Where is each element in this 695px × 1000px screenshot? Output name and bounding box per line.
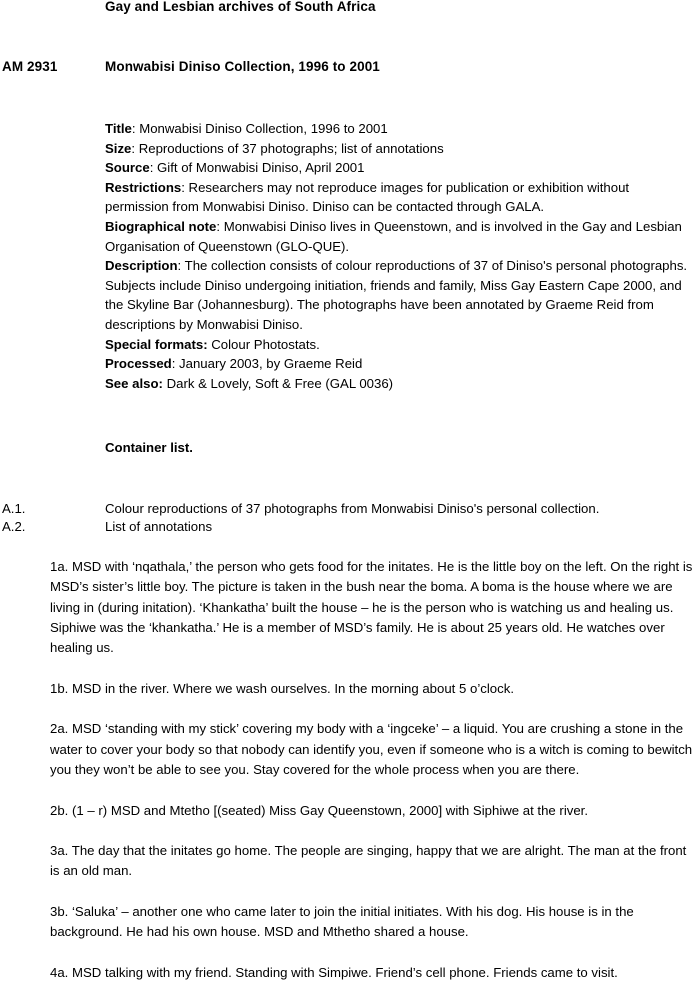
- page-title: Gay and Lesbian archives of South Africa: [105, 0, 376, 14]
- reference-code: AM 2931: [2, 59, 58, 74]
- metadata-value: : Reproductions of 37 photographs; list of annotations: [131, 140, 444, 156]
- metadata-value: Dark & Lovely, Soft & Free (GAL 0036): [162, 375, 394, 391]
- container-item-code: A.1.: [2, 501, 26, 516]
- metadata-label: Processed: [105, 356, 172, 372]
- metadata-row: [105, 374, 693, 394]
- metadata-label: Restrictions: [105, 179, 182, 195]
- metadata-value: : Monwabisi Diniso Collection, 1996 to 2001: [131, 121, 388, 136]
- container-list-item: [0, 518, 695, 536]
- metadata-row: [105, 217, 693, 256]
- metadata-row: [105, 256, 693, 334]
- container-list: [0, 500, 695, 537]
- metadata-label: Special formats:: [105, 336, 208, 352]
- annotations-list: [50, 557, 695, 983]
- metadata-row: [105, 335, 693, 355]
- container-item-description: Colour reproductions of 37 photographs from Monwabisi Diniso's personal collection.: [105, 501, 600, 516]
- annotation-paragraph: 1a. MSD with ‘nqathala,’ the person who gets food for the initates. He is the little boy on the left. On the right is MSD’s sister’s little boy. The picture is taken in the bush near the boma. A boma is the house where we are living in (during initation). ‘Khankatha’ built the house – he is the person who is watching us and healing us. Siphiwe was the ‘khankatha.’ He is a member of MSD’s family. He is about 25 years old. He watches over healing us.: [50, 559, 693, 656]
- metadata-block: [105, 119, 693, 393]
- reference-title: Monwabisi Diniso Collection, 1996 to 2001: [105, 59, 380, 74]
- metadata-value: : The collection consists of colour reproductions of 37 of Diniso's personal photographs. Subjects include Diniso undergoing initiation, friends and family, Miss Gay Eastern Cape 2000, and the Skyline Bar (Johannesburg). The photographs have been annotated by Graeme Reid from descriptions by Monwabisi Diniso.: [105, 258, 688, 332]
- annotation-paragraph: 3b. ‘Saluka’ – another one who came later to join the initial initiates. With his dog. His house is in the background. He had his own house. MSD and Mthetho shared a house.: [50, 904, 634, 940]
- annotation-paragraph: 4a. MSD talking with my friend. Standing with Simpiwe. Friend’s cell phone. Friends came to visit.: [50, 964, 618, 980]
- metadata-value: : Researchers may not reproduce images for publication or exhibition without permission from Monwabisi Diniso. Diniso can be contacted through GALA.: [105, 179, 630, 215]
- metadata-label: Size: [105, 140, 132, 156]
- annotation-paragraph: 1b. MSD in the river. Where we wash ourselves. In the morning about 5 o’clock.: [50, 680, 514, 696]
- metadata-label: Description: [105, 258, 178, 274]
- container-item-code: A.2.: [2, 519, 26, 535]
- annotation-paragraph: 2a. MSD ‘standing with my stick’ covering my body with a ‘ingceke’ – a liquid. You are crushing a stone in the water to cover your body so that nobody can identify you, even if someone who is a witch is coming to bewitch you they won’t be able to see you. Stay covered for the whole process when you are there.: [50, 721, 693, 777]
- metadata-value: : Monwabisi Diniso lives in Queenstown, and is involved in the Gay and Lesbian Organisation of Queenstown (GLO-QUE).: [105, 218, 682, 254]
- metadata-value: Colour Photostats.: [207, 336, 320, 352]
- metadata-label: Source: [105, 160, 150, 176]
- container-item-description: List of annotations: [105, 519, 213, 535]
- annotation-paragraph: 2b. (1 – r) MSD and Mtetho [(seated) Miss Gay Queenstown, 2000] with Siphiwe at the river.: [50, 802, 589, 818]
- metadata-label: See also:: [105, 375, 163, 391]
- metadata-label: Title: [105, 121, 132, 136]
- metadata-row: [105, 158, 693, 178]
- metadata-row: [105, 119, 693, 139]
- annotation-paragraph: 3a. The day that the initates go home. The people are singing, happy that we are alright. The man at the front is an old man.: [50, 843, 687, 879]
- metadata-value: : January 2003, by Graeme Reid: [171, 356, 363, 372]
- metadata-row: [105, 178, 693, 217]
- container-list-heading: Container list.: [105, 440, 193, 455]
- metadata-row: [105, 139, 693, 159]
- metadata-row: [105, 354, 693, 374]
- metadata-value: : Gift of Monwabisi Diniso, April 2001: [149, 160, 365, 176]
- metadata-label: Biographical note: [105, 218, 217, 234]
- container-list-item: [0, 500, 695, 518]
